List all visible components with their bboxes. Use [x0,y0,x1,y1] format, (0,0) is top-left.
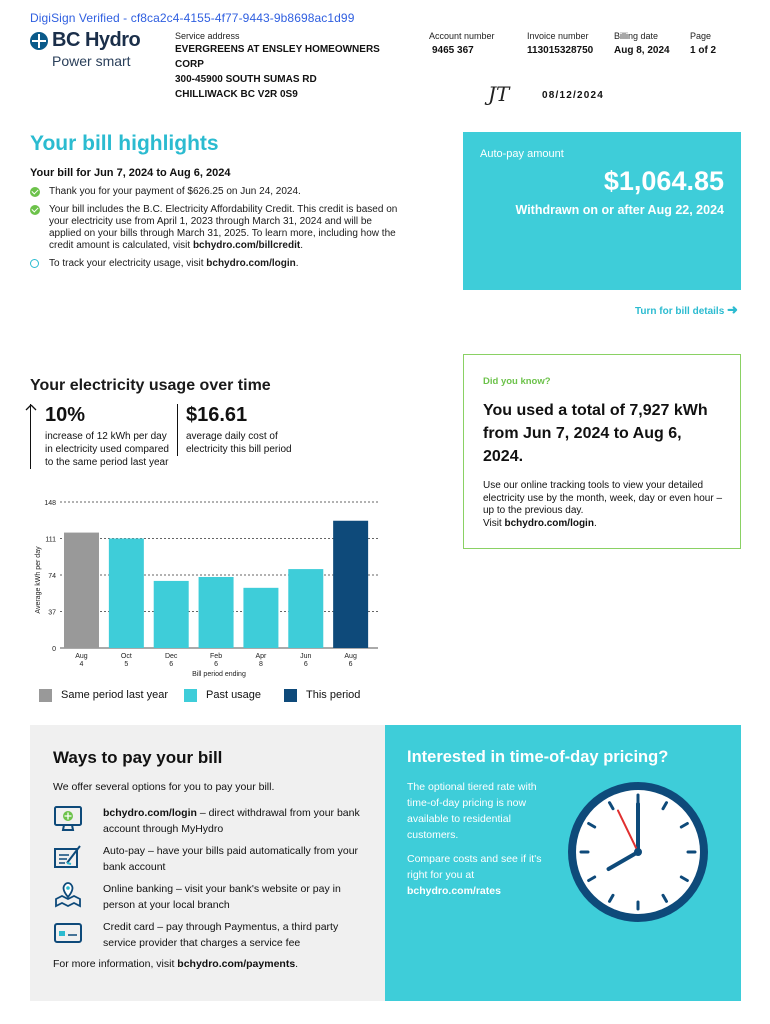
pay-option-credit-card-text: Credit card – pay through Paymentus, a third party service provider that charges a service fee [103,921,339,949]
invoice-number-label: Invoice number [527,31,589,41]
check-circle-icon [30,187,40,197]
service-address-label: Service address [175,31,240,41]
signature-initials: JT [488,82,510,106]
chart-bar [333,521,368,648]
legend-label: This period [306,689,361,701]
legend-swatch [184,689,197,702]
page-number-value: 1 of 2 [690,45,717,56]
arrow-right-icon: ➜ [727,302,738,317]
legend-label: Past usage [206,689,262,701]
myhydro-login-link[interactable]: bchydro.com/login [103,807,197,819]
billcredit-link[interactable]: bchydro.com/billcredit [192,240,301,251]
usage-bar-chart [28,494,388,684]
clock-center [634,848,642,856]
legend-label: Same period last year [61,689,168,701]
map-pin-icon [53,881,83,909]
account-number-label: Account number [429,31,495,41]
autopay-label: Auto-pay amount [480,148,564,160]
x-tick-label: Dec [164,653,178,660]
y-tick-label: 74 [48,573,56,580]
login-link[interactable]: bchydro.com/login [504,517,594,529]
highlight-item [30,186,400,198]
ways-to-pay-intro: We offer several options for you to pay your bill. [53,781,275,793]
highlight-track-text: To track your electricity usage, visit [49,258,207,269]
pay-option-autopay-text: Auto-pay – have your bills paid automatically from your bank account [103,845,359,873]
y-tick-label: 148 [44,500,56,507]
service-address-line1: EVERGREENS AT ENSLEY HOMEOWNERS [175,44,380,55]
form-pen-icon [53,843,83,871]
page-number [690,31,716,57]
ways-to-pay-title: Ways to pay your bill [53,748,223,767]
pay-option-myhydro-desc: – direct withdrawal from your bank account through MyHydro [103,807,360,835]
x-tick-label: Oct [120,653,132,660]
highlights-list [30,186,400,276]
average-daily-cost: $16.61 [186,404,248,426]
y-tick-label: 37 [48,609,56,617]
billing-date [614,31,670,57]
check-circle-icon [30,205,40,215]
x-tick-label: Feb [210,653,223,660]
pay-option-online-banking-text: Online banking – visit your bank's website or pay in person at your local branch [103,883,341,911]
x-tick-label: Aug [75,653,88,660]
chart-bar [64,533,99,648]
chart-bar [154,581,189,648]
x-tick-label: 6 [303,661,308,668]
autopay-withdrawal-date: Withdrawn on or after Aug 22, 2024 [515,203,724,217]
highlight-credit-end: . [300,240,303,251]
did-you-know-box [463,354,741,549]
service-address-line3: 300-45900 SOUTH SUMAS RD [175,74,317,85]
invoice-number-value: 113015328750 [527,45,594,56]
payments-link[interactable]: bchydro.com/payments [177,958,296,970]
autopay-amount: $1,064.85 [603,166,724,196]
billing-date-value: Aug 8, 2024 [614,45,670,56]
did-you-know-headline: You used a total of 7,927 kWh from Jun 7, 2024 to Aug 6, 2024. [483,402,708,465]
turn-for-details-label: Turn for bill details [635,306,725,317]
time-of-day-compare [407,851,542,899]
highlight-item [30,258,400,270]
service-address [175,31,415,101]
turn-for-details[interactable] [635,302,738,318]
arrow-up-icon [25,404,37,416]
payments-more-suffix: . [295,958,299,970]
digisign-verification: DigiSign Verified - cf8ca2c4-4155-4f77-9443-9b8698ac1d99 [30,11,355,25]
payments-more-info [53,958,298,970]
time-of-day-description: The optional tiered rate with time-of-day pricing is now available to residential customers. [407,781,537,841]
service-address-line2: CORP [175,59,204,70]
y-axis-label: Average kWh per day [35,546,42,614]
average-daily-cost-description: average daily cost of electricity this bill period [186,431,292,455]
bc-hydro-logo [30,30,160,70]
bill-highlights-title: Your bill highlights [30,132,219,155]
x-axis-label: Bill period ending [192,671,246,678]
usage-stat-increase [30,404,170,469]
x-tick-label: Apr [255,653,267,660]
x-tick-label: Aug [344,653,357,660]
visit-prefix: Visit [483,517,505,529]
bill-period: Your bill for Jun 7, 2024 to Aug 6, 2024 [30,167,231,179]
legend-swatch [284,689,297,702]
visit-suffix: . [593,517,597,529]
chart-bar [243,588,278,648]
x-tick-label: Jun [300,653,312,660]
circle-icon [30,259,39,268]
x-tick-label: 6 [169,661,174,668]
time-of-day-title: Interested in time-of-day pricing? [407,748,669,766]
clock-icon [563,777,713,927]
highlight-credit-text: Your bill includes the B.C. Electricity Affordability Credit. This credit is based on your electricity use from April 1, 2023 through March 31, 2024 and will be applied on your bills through March 31, 2025. To learn more, including how the credit amount is calculated, visit [49,204,398,251]
highlight-payment-text: Thank you for your payment of $626.25 on Jun 24, 2024. [49,186,301,197]
chart-bar [199,577,234,648]
time-of-day-pricing-panel [385,725,741,1001]
highlight-item [30,204,400,252]
invoice-number [527,31,593,57]
chart-bar [288,569,323,648]
usage-increase-percent: 10% [45,404,86,426]
pay-option-myhydro-text [103,805,373,837]
account-number-value: 9465 367 [432,45,474,56]
credit-card-icon [53,919,83,947]
usage-stat-cost [177,404,317,456]
x-tick-label: 6 [348,661,353,668]
login-link[interactable]: bchydro.com/login [206,258,296,269]
did-you-know-label: Did you know? [483,376,551,387]
billing-date-label: Billing date [614,31,659,41]
y-tick-label: 0 [52,646,56,653]
logo-name: BC Hydro [52,29,141,51]
y-tick-label: 111 [45,536,56,544]
computer-monitor-icon [53,805,83,833]
chart-bar [109,539,144,649]
did-you-know-body [483,480,723,530]
account-number [429,31,495,57]
highlight-track-end: . [295,258,299,269]
payments-more-prefix: For more information, visit [53,958,178,970]
autopay-box [463,132,741,290]
legend-swatch [39,689,52,702]
logo-tagline: Power smart [52,53,131,69]
x-tick-label: 8 [258,661,263,668]
time-of-day-compare-text: Compare costs and see if it's right for you at [407,853,542,881]
service-address-line4: CHILLIWACK BC V2R 0S9 [175,89,298,100]
usage-title: Your electricity usage over time [30,377,271,394]
page-number-label: Page [690,31,712,41]
x-tick-label: 6 [214,661,219,668]
rates-link[interactable]: bchydro.com/rates [407,885,501,897]
x-tick-label: 4 [79,661,84,668]
x-tick-label: 5 [124,661,129,668]
usage-increase-description: increase of 12 kWh per day in electricity used compared to the same period last year [45,431,169,468]
signature-date: 08/12/2024 [542,90,605,101]
ways-to-pay-panel [30,725,385,1001]
logo-mark-icon [30,32,48,50]
did-you-know-text: Use our online tracking tools to view your detailed electricity use by the month, week, day or even hour – up to the previous day. [483,480,723,516]
